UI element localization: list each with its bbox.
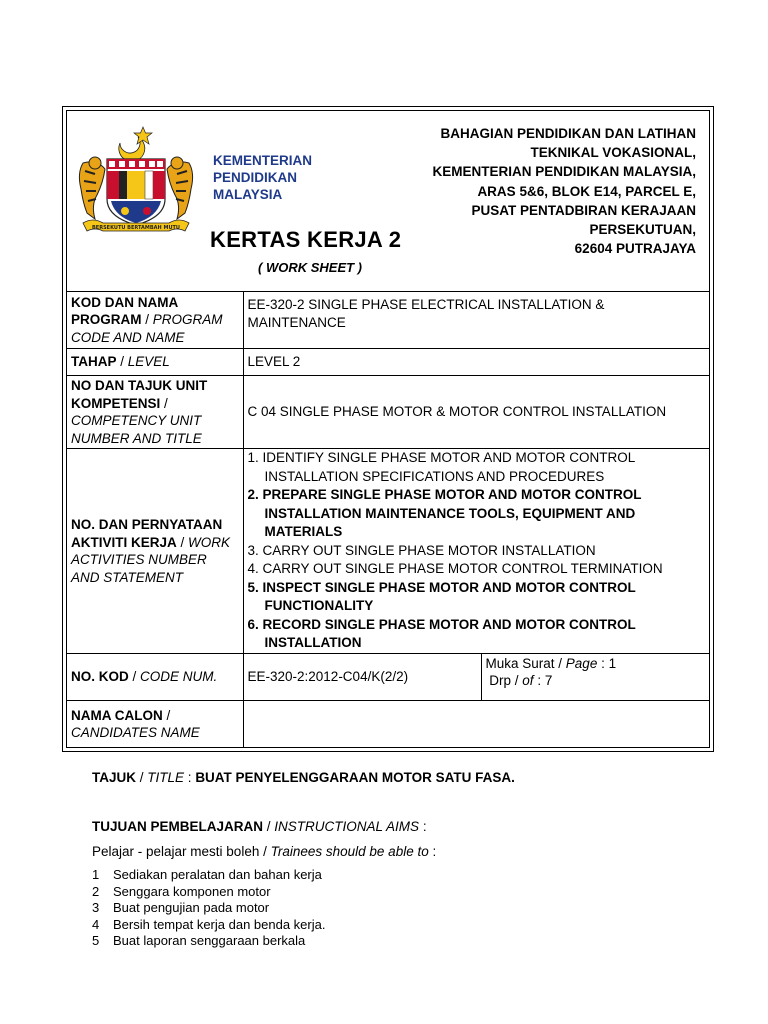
- list-item: 6. RECORD SINGLE PHASE MOTOR AND MOTOR CONTROL INSTALLATION: [247, 616, 636, 651]
- list-item: 4. CARRY OUT SINGLE PHASE MOTOR CONTROL TERMINATION: [247, 561, 663, 577]
- list-item: 3. CARRY OUT SINGLE PHASE MOTOR INSTALLATION: [247, 542, 596, 558]
- header-frame: [62, 106, 714, 752]
- page-info: [481, 654, 709, 701]
- address-line: BAHAGIAN PENDIDIKAN DAN LATIHAN: [440, 126, 696, 141]
- document-subtitle: ( WORK SHEET ): [258, 260, 362, 275]
- table-row: [67, 349, 709, 376]
- list-item: 1 Sediakan peralatan dan bahan kerja: [92, 867, 322, 882]
- list-item: 2 Senggara komponen motor: [92, 883, 271, 899]
- code-value: EE-320-2:2012-C04/K(2/2): [243, 654, 481, 701]
- activities-label: NO. DAN PERNYATAAN AKTIVITI KERJA / WORK ACTIVITIES NUMBER AND STATEMENT: [67, 449, 243, 654]
- list-item: 5. INSPECT SINGLE PHASE MOTOR AND MOTOR CONTROL FUNCTIONALITY: [247, 579, 636, 614]
- address-line: TEKNIKAL VOKASIONAL,: [530, 145, 696, 161]
- table-row: [67, 449, 709, 654]
- address-line: KEMENTERIAN PENDIDIKAN MALAYSIA,: [432, 164, 696, 180]
- info-table: [67, 291, 709, 748]
- program-value: EE-320-2 SINGLE PHASE ELECTRICAL INSTALLATION & MAINTENANCE: [243, 292, 709, 349]
- table-row: [67, 292, 709, 349]
- document-title: KERTAS KERJA 2: [210, 227, 402, 252]
- code-label: NO. KOD / CODE NUM.: [67, 654, 243, 701]
- ministry-line: KEMENTERIAN: [213, 153, 313, 168]
- candidate-label: NAMA CALON / CANDIDATES NAME: [67, 701, 243, 748]
- trainees-intro: Pelajar - pelajar mesti boleh / Trainees should be able to :: [92, 844, 437, 859]
- address-line: PERSEKUTUAN,: [589, 222, 696, 238]
- ministry-line: PENDIDIKAN: [213, 170, 298, 185]
- frame-inner: [66, 110, 710, 748]
- page-number: Muka Surat / Page : 1: [485, 656, 617, 671]
- level-label: TAHAP / LEVEL: [67, 349, 243, 376]
- motto-text: BERSEKUTU BERTAMBAH MUTU: [92, 225, 180, 231]
- list-item: 4 Bersih tempat kerja dan benda kerja.: [92, 916, 326, 932]
- level-value: LEVEL 2: [243, 349, 709, 376]
- aims-list: [92, 867, 325, 950]
- list-item: 3 Buat pengujian pada motor: [92, 900, 270, 915]
- right-tiger-icon: [167, 157, 193, 219]
- ministry-line: MALAYSIA: [213, 187, 283, 202]
- ministry-name: [213, 152, 312, 203]
- candidate-name-field[interactable]: [243, 701, 709, 748]
- list-item: 1. IDENTIFY SINGLE PHASE MOTOR AND MOTOR CONTROL INSTALLATION SPECIFICATIONS AND PROCEDURES: [247, 450, 635, 484]
- address-block: [432, 124, 696, 258]
- table-row: [67, 701, 709, 748]
- aims-heading: TUJUAN PEMBELAJARAN / INSTRUCTIONAL AIMS :: [92, 819, 427, 834]
- document-header: [67, 111, 709, 292]
- program-label: KOD DAN NAMA PROGRAM / PROGRAM CODE AND NAME: [67, 292, 243, 349]
- worksheet-title-line: TAJUK / TITLE : BUAT PENYELENGGARAAN MOTOR SATU FASA.: [92, 770, 515, 785]
- left-tiger-icon: [79, 157, 105, 219]
- address-line: PUSAT PENTADBIRAN KERAJAAN: [471, 202, 696, 218]
- table-row: [67, 376, 709, 449]
- page-total: Drp / of : 7: [489, 673, 553, 688]
- list-item: 5 Buat laporan senggaraan berkala: [92, 933, 306, 948]
- coat-of-arms-icon: [73, 123, 199, 239]
- unit-label: NO DAN TAJUK UNIT KOMPETENSI / COMPETENCY UNIT NUMBER AND TITLE: [67, 376, 243, 449]
- activities-value: [243, 449, 709, 654]
- table-row: [67, 654, 709, 701]
- activities-list: [248, 449, 706, 653]
- address-line: 62604 PUTRAJAYA: [574, 241, 696, 257]
- unit-value: C 04 SINGLE PHASE MOTOR & MOTOR CONTROL INSTALLATION: [243, 376, 709, 449]
- address-line: ARAS 5&6, BLOK E14, PARCEL E,: [477, 183, 696, 199]
- shield-icon: [107, 159, 165, 225]
- list-item: 2. PREPARE SINGLE PHASE MOTOR AND MOTOR CONTROL INSTALLATION MAINTENANCE TOOLS, EQUIPMENT AND MATERIALS: [247, 487, 642, 540]
